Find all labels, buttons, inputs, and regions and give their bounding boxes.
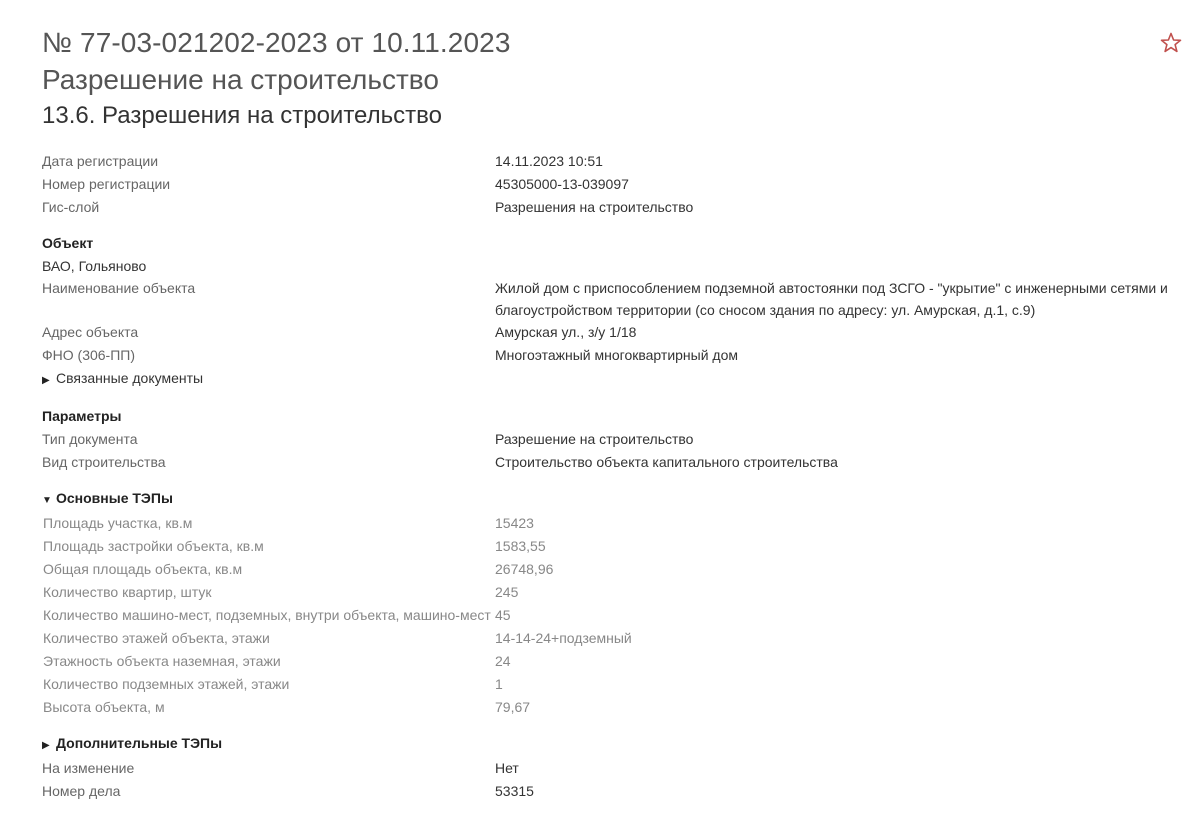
favorite-star-button[interactable] xyxy=(1159,31,1183,55)
section-title-params: Параметры xyxy=(42,408,122,424)
tep-row xyxy=(42,673,1182,696)
tep-value: 26748,96 xyxy=(495,561,554,577)
field-row xyxy=(42,277,1182,321)
tep-label: Количество этажей объекта, этажи xyxy=(43,630,270,646)
tep-row xyxy=(42,604,1182,627)
tep-row xyxy=(42,627,1182,650)
main-tep-title: Основные ТЭПы xyxy=(56,490,173,506)
tep-row xyxy=(42,696,1182,719)
field-value: Многоэтажный многоквартирный дом xyxy=(495,347,739,363)
object-district: ВАО, Гольяново xyxy=(42,258,147,274)
field-row xyxy=(42,196,1182,219)
document-card xyxy=(42,24,1182,803)
tep-row xyxy=(42,512,1182,535)
tep-label: Количество машино-мест, подземных, внутри объекта, машино-мест xyxy=(43,607,491,623)
tep-value: 14-14-24+подземный xyxy=(495,630,632,646)
main-tep-toggle[interactable] xyxy=(42,487,1182,512)
star-icon xyxy=(1159,31,1183,55)
tep-row xyxy=(42,558,1182,581)
field-value: Разрешения на строительство xyxy=(495,199,694,215)
tep-label: Высота объекта, м xyxy=(43,699,165,715)
extra-tep-toggle[interactable] xyxy=(42,732,1182,757)
tep-value: 45 xyxy=(495,607,511,623)
tep-row xyxy=(42,535,1182,558)
tep-label: Общая площадь объекта, кв.м xyxy=(43,561,243,577)
field-label: ФНО (306-ПП) xyxy=(42,347,136,363)
field-label: Тип документа xyxy=(42,431,138,447)
tep-value: 79,67 xyxy=(495,699,531,715)
document-type-title: Разрешение на строительство xyxy=(42,64,439,95)
related-documents-label: Связанные документы xyxy=(56,370,204,386)
tep-value: 15423 xyxy=(495,515,534,531)
field-label: Вид строительства xyxy=(42,454,166,470)
field-value: 14.11.2023 10:51 xyxy=(495,153,603,169)
document-category: 13.6. Разрешения на строительство xyxy=(42,102,442,129)
field-row xyxy=(42,321,1182,344)
tep-row xyxy=(42,650,1182,673)
field-row xyxy=(42,428,1182,451)
field-value: Жилой дом с приспособлением подземной автостоянки под ЗСГО - "укрытие" с инженерными сетями и благоустройством территории (со сносом здания по адресу: ул. Амурская, д.1, с.9) xyxy=(495,280,1168,318)
tep-label: Количество подземных этажей, этажи xyxy=(43,676,290,692)
expanded-triangle-icon: ▼ xyxy=(42,495,52,506)
collapsed-triangle-icon: ▶ xyxy=(42,740,50,751)
field-value: Амурская ул., з/у 1/18 xyxy=(495,324,637,340)
field-label: Адрес объекта xyxy=(42,324,139,340)
related-documents-toggle[interactable] xyxy=(42,367,1182,392)
field-value: Строительство объекта капитального строительства xyxy=(495,454,838,470)
field-row xyxy=(42,173,1182,196)
field-value: Нет xyxy=(495,760,519,776)
field-label: Дата регистрации xyxy=(42,153,159,169)
tep-value: 1583,55 xyxy=(495,538,546,554)
field-label: Гис-слой xyxy=(42,199,100,215)
collapsed-triangle-icon: ▶ xyxy=(42,375,50,386)
tep-value: 24 xyxy=(495,653,511,669)
tep-label: Площадь участка, кв.м xyxy=(43,515,193,531)
field-label: Номер регистрации xyxy=(42,176,171,192)
field-row xyxy=(42,344,1182,367)
section-title-object: Объект xyxy=(42,235,94,251)
tep-value: 1 xyxy=(495,676,503,692)
field-label: На изменение xyxy=(42,760,135,776)
field-value: 45305000-13-039097 xyxy=(495,176,629,192)
field-label: Номер дела xyxy=(42,783,121,799)
field-row xyxy=(42,451,1182,474)
field-row xyxy=(42,780,1182,803)
tep-value: 245 xyxy=(495,584,519,600)
document-number: № 77-03-021202-2023 от 10.11.2023 xyxy=(42,27,511,58)
tep-label: Количество квартир, штук xyxy=(43,584,212,600)
tep-label: Площадь застройки объекта, кв.м xyxy=(43,538,264,554)
field-row xyxy=(42,150,1182,173)
tep-row xyxy=(42,581,1182,604)
field-value: Разрешение на строительство xyxy=(495,431,694,447)
extra-tep-title: Дополнительные ТЭПы xyxy=(56,735,223,751)
field-row xyxy=(42,757,1182,780)
field-label: Наименование объекта xyxy=(42,280,196,296)
tep-label: Этажность объекта наземная, этажи xyxy=(43,653,281,669)
field-value: 53315 xyxy=(495,783,534,799)
